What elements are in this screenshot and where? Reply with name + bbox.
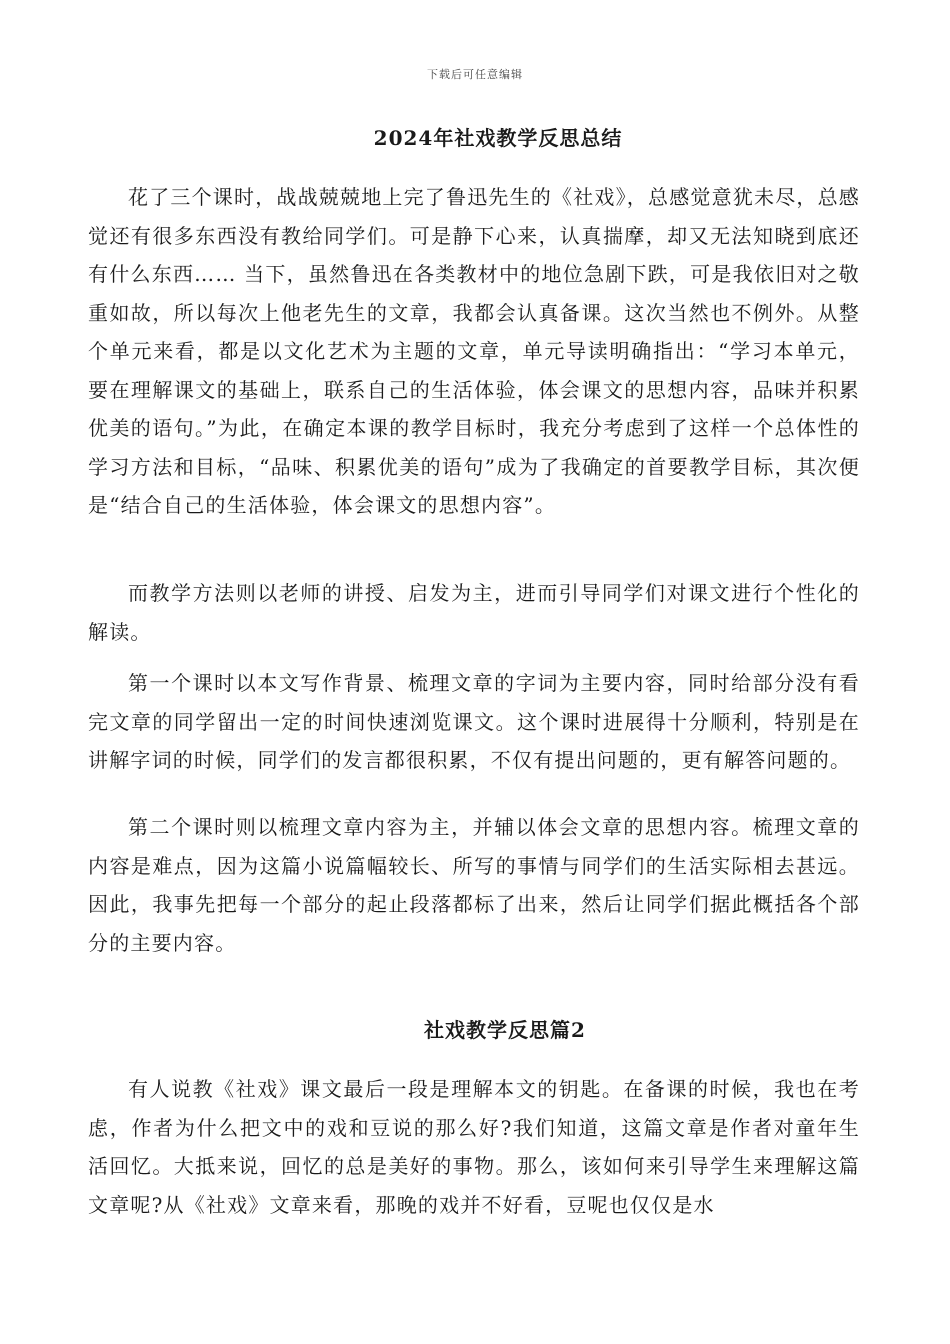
section-2-title: 社戏教学反思篇2	[424, 1018, 586, 1042]
section-2-paragraph-1: 有人说教《社戏》课文最后一段是理解本文的钥匙。在备课的时候，我也在考虑，作者为什么把文中的戏和豆说的那么好?我们知道，这篇文章是作者对童年生活回忆。大抵来说，回忆的总是美好的事物。那么，该如何来引导学生来理解这篇文章呢?从《社戏》文章来看，那晚的戏并不好看，豆呢也仅仅是水	[88, 1077, 860, 1217]
document-title: 2024年社戏教学反思总结	[373, 126, 623, 150]
paragraph-3: 第一个课时以本文写作背景、梳理文章的字词为主要内容，同时给部分没有看完文章的同学留出一定的时间快速浏览课文。这个课时进展得十分顺利，特别是在讲解字词的时候，同学们的发言都很积累，不仅有提出问题的，更有解答问题的。	[88, 671, 860, 772]
paragraph-1: 花了三个课时，战战兢兢地上完了鲁迅先生的《社戏》，总感觉意犹未尽，总感觉还有很多东西没有教给同学们。可是静下心来，认真揣摩，却又无法知晓到底还有什么东西…… 当下，虽然鲁迅在各类教材中的地位急剧下跌，可是我依旧对之敬重如故，所以每次上他老先生的文章，我都会认真备课。这次当然也不例外。从整个单元来看，都是以文化艺术为主题的文章，单元导读明确指出：“学习本单元，要在理解课文的基础上，联系自己的生活体验，体会课文的思想内容，品味并积累优美的语句。”为此，在确定本课的教学目标时，我充分考虑到了这样一个总体性的学习方法和目标，“品味、积累优美的语句”成为了我确定的首要教学目标，其次便是“结合自己的生活体验，体会课文的思想内容”。	[88, 185, 860, 517]
header-note: 下载后可任意编辑	[427, 68, 523, 81]
paragraph-2: 而教学方法则以老师的讲授、启发为主，进而引导同学们对课文进行个性化的解读。	[88, 581, 860, 644]
paragraph-4: 第二个课时则以梳理文章内容为主，并辅以体会文章的思想内容。梳理文章的内容是难点，因为这篇小说篇幅较长、所写的事情与同学们的生活实际相去甚远。因此，我事先把每一个部分的起止段落都标了出来，然后让同学们据此概括各个部分的主要内容。	[88, 815, 860, 955]
